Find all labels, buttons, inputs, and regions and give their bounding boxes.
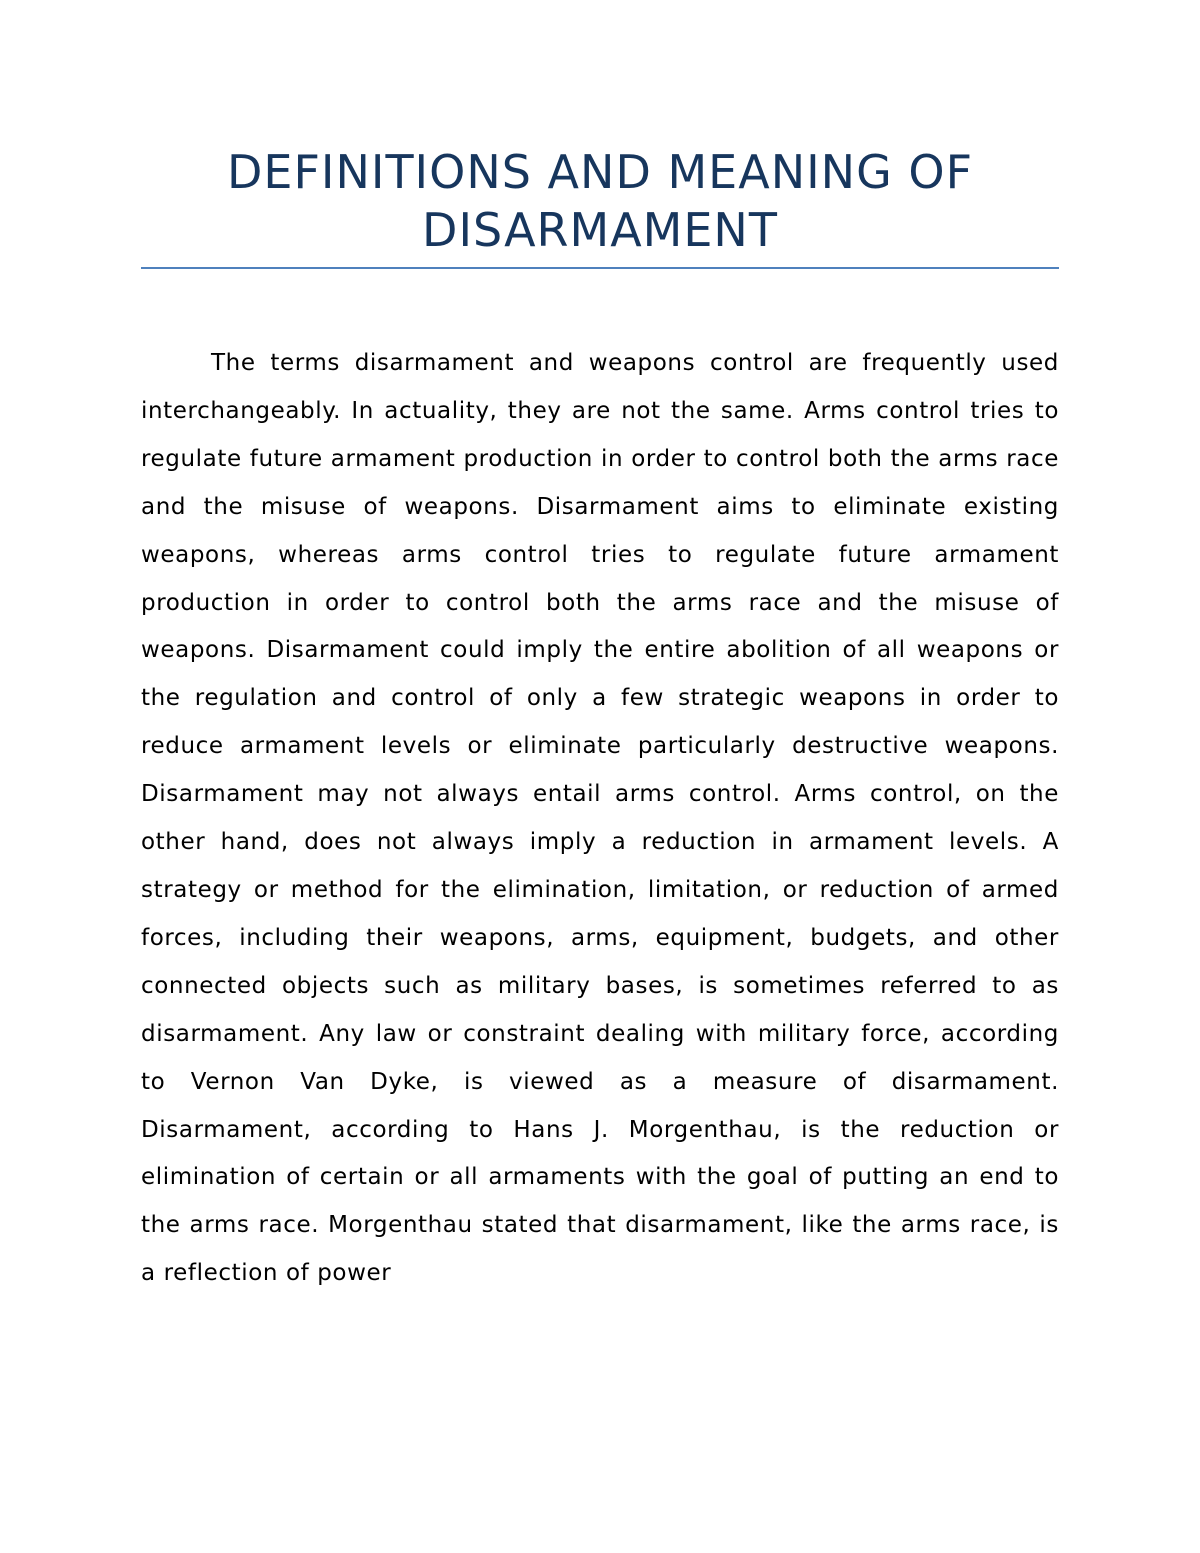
title-underline-divider [141,267,1059,269]
document-title: DEFINITIONS AND MEANING OF DISARMAMENT [226,145,974,257]
body-paragraph: The terms disarmament and weapons control are frequently used interchangeably. In actuality, they are not the same. Arms control tries to regulate future armament production in order to control both the arms race and the misuse of weapons. Disarmament aims to eliminate existing weapons, whereas arms control tries to regulate future armament production in order to control both the arms race and the misuse of weapons. Disarmament could imply the entire abolition of all weapons or the regulation and control of only a few strategic weapons in order to reduce armament levels or eliminate particularly destructive weapons. Disarmament may not always entail arms control. Arms control, on the other hand, does not always imply a reduction in armament levels. A strategy or method for the elimination, limitation, or reduction of armed forces, including their weapons, arms, equipment, budgets, and other connected objects such as military bases, is sometimes referred to as disarmament. Any law or constraint dealing with military force, according to Vernon Van Dyke, is viewed as a measure of disarmament. Disarmament, according to Hans J. Morgenthau, is the reduction or elimination of certain or all armaments with the goal of putting an end to the arms race. Morgenthau stated that disarmament, like the arms race, is a reflection of power [141,350,1059,1287]
